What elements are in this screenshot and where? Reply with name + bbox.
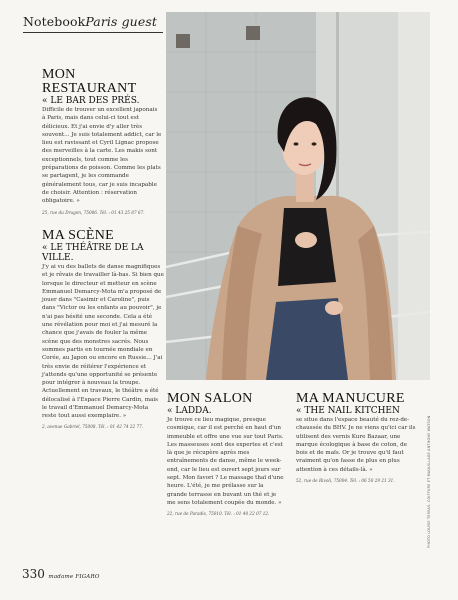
article-heading: MON SALON bbox=[167, 391, 253, 406]
article-heading: MA MANUCURE bbox=[296, 391, 405, 406]
page-number: 330 bbox=[22, 567, 45, 581]
article-salon bbox=[167, 392, 285, 517]
article-lead: « LADDA. bbox=[167, 406, 212, 416]
article-body: se situe dans l'espace beauté du rez-de-chaussée du BHV. Je ne viens qu'ici car ils utilisent des vernis Kure Bazaar, une marque écologique à base de coton, de bois et de maïs. Or je trouve qu'il faut vraiment qu'on fasse de plus en plus attention à ces détails-là. » bbox=[296, 417, 416, 473]
article-address: 22, rue de Paradis, 75010. Tél. : 01 40 22 07 12. bbox=[167, 511, 270, 517]
article-address: 52, rue de Rivoli, 75004. Tél. : 06 50 29 21 31. bbox=[296, 478, 395, 484]
photo-credit bbox=[427, 388, 435, 548]
article-address: 2, avenue Gabriel, 75008. Tél. : 01 42 74 22 77. bbox=[42, 423, 144, 429]
article-address: 25, rue du Dragon, 75006. Tél. : 01 43 25 87 67. bbox=[42, 209, 145, 215]
article-body: Difficile de trouver un excellent japonais à Paris, mais dans celui-ci tout est délicieux. Et j'ai envie d'y aller très souvent... Je suis totalement addict, car le lieu est ravissant et Cyril Lignac propose des merveilles à la carte. Les makis sont exceptionnels, tout comme les préparations de poisson. Comme les plats se partagent, je les commande généralement tous, car je suis incapable de choisir. Attention : réservation obligatoire. » bbox=[42, 107, 162, 205]
article-restaurant bbox=[42, 68, 162, 216]
article-body: Je trouve ce lieu magique, presque cosmique, car il est perché en haut d'un immeuble et offre une vue sur tout Paris. Les masseuses sont des expertes et c'est là que je récupère après mes entraînements de danse, même le week-end, car le lieu est ouvert sept jours sur sept. Mon favori ? Le massage thaï d'une heure. L'été, je me prélasse sur la grande terrasse en buvant un thé et je me sens totalement coupée du monde. » bbox=[167, 417, 284, 506]
article-heading: MON RESTAURANT bbox=[42, 67, 137, 96]
header-rule bbox=[23, 32, 163, 33]
section-title bbox=[23, 14, 163, 29]
article-lead: « LE BAR DES PRÉS. bbox=[42, 96, 140, 106]
article-body: J'y ai vu des ballets de danse magnifiques et je rêvais de travailler là-bas. Si bien que lorsque le directeur et metteur en scène Emmanuel Demarcy-Mota m'a proposé de jouer dans "Casimir et Caroline", puis dans "Victor ou les enfants au pouvoir", je n'ai pas hésité une seconde. Cela a été une révélation pour moi et j'ai mesuré la chance que j'avais de fouler la même scène que des monstres sacrés. Nous sommes partis en tournée mondiale en Corée, au Japon ou encore en Russie... J'ai très envie de réitérer l'expérience et j'attends qu'une opportunité se présente pour intégrer à nouveau la troupe. Actuellement en travaux, le théâtre a été délocalisé à l'Espace Pierre Cardin, mais le travail d'Emmanuel Demarcy-Mota reste tout aussi exemplaire. » bbox=[42, 264, 164, 420]
article-lead: « LE THÉÂTRE DE LA VILLE. bbox=[42, 243, 144, 263]
article-theatre bbox=[42, 229, 164, 430]
section-header bbox=[23, 14, 163, 33]
magazine-name: madame FIGARO bbox=[48, 574, 100, 580]
section-subtitle: Paris guest bbox=[85, 14, 157, 29]
page-folio bbox=[22, 567, 100, 581]
photo-credit-text: PHOTO LOUISE TERRAS. COIFFURE ET MAQUILLAGE ANTHONY WATSON bbox=[427, 415, 431, 548]
article-lead: « THE NAIL KITCHEN bbox=[296, 406, 400, 416]
article-heading: MA SCÈNE bbox=[42, 228, 115, 243]
article-manicure bbox=[296, 392, 416, 484]
section-name: Notebook bbox=[23, 14, 86, 29]
portrait-photo bbox=[166, 12, 430, 380]
